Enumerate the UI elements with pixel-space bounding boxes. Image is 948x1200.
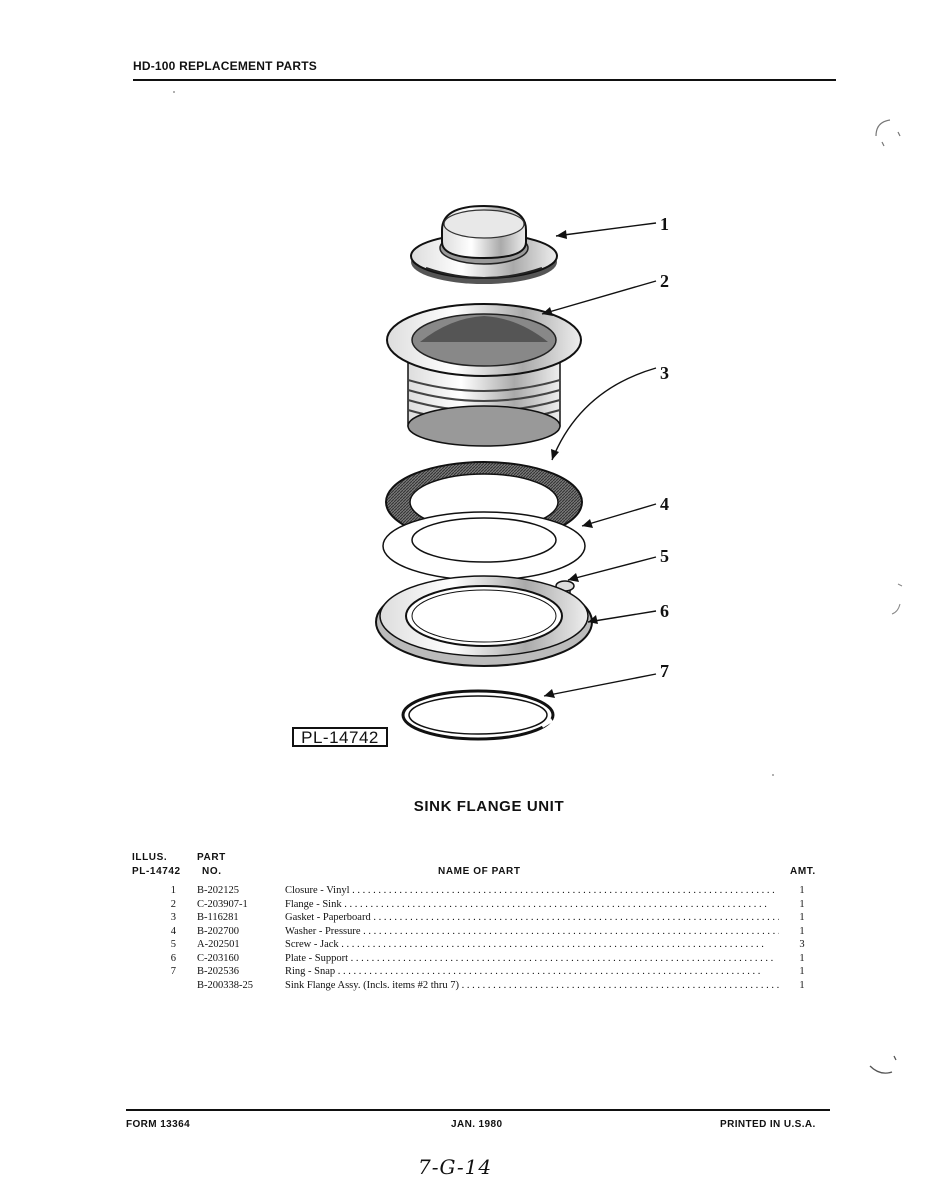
part-washer-pressure — [383, 512, 585, 580]
table-row — [132, 925, 822, 939]
table-row — [132, 979, 822, 993]
header-rule — [133, 79, 836, 81]
callout-3: 3 — [660, 363, 669, 383]
cell-part-no: B-202125 — [197, 885, 239, 896]
cell-part-name: Screw - Jack . . . — [285, 938, 779, 952]
cell-part-name: Gasket - Paperboard . . . — [285, 911, 779, 925]
cell-amount: 1 — [799, 912, 805, 923]
page-header-title: HD-100 REPLACEMENT PARTS — [133, 59, 317, 73]
callout-1: 1 — [660, 214, 669, 234]
cell-illus: 7 — [170, 966, 176, 977]
exploded-parts-diagram — [280, 190, 700, 770]
table-row — [132, 965, 822, 979]
cell-illus: 2 — [170, 898, 176, 910]
cell-part-name: Washer - Pressure . . . — [285, 925, 779, 939]
cell-part-no: B-200338-25 — [197, 979, 253, 991]
cell-amount: 1 — [799, 898, 805, 910]
cell-illus: 3 — [170, 912, 176, 923]
cell-illus: 1 — [170, 885, 176, 896]
callout-5: 5 — [660, 546, 669, 566]
cell-amount: 1 — [799, 885, 805, 896]
cell-part-name: Sink Flange Assy. (Incls. items #2 thru 7) . . . — [285, 979, 779, 993]
cell-part-name: Flange - Sink . . . — [285, 898, 779, 912]
cell-illus: 6 — [170, 952, 176, 964]
part-closure-vinyl — [411, 206, 557, 284]
cell-part-name: Ring - Snap . . . — [285, 965, 779, 979]
handwritten-page-code: 7-G-14 — [418, 1155, 493, 1179]
part-plate-support — [376, 576, 592, 666]
cell-part-name: Closure - Vinyl . . . — [285, 884, 779, 898]
callout-2: 2 — [660, 271, 669, 291]
part-flange-sink — [387, 304, 581, 446]
footer-date: JAN. 1980 — [451, 1119, 503, 1130]
col-header-amt: AMT. — [790, 866, 816, 877]
col-header-part-1: PART — [197, 852, 226, 863]
table-row — [132, 884, 822, 898]
cell-illus: 5 — [170, 939, 176, 950]
cell-part-no: B-116281 — [197, 912, 239, 923]
binder-hole-mark — [868, 112, 908, 152]
footer-form-number: FORM 13364 — [126, 1119, 191, 1130]
table-row — [132, 952, 822, 966]
table-row — [132, 911, 822, 925]
callout-4: 4 — [660, 494, 669, 514]
cell-part-no: C-203160 — [197, 952, 239, 964]
col-header-illus-1: ILLUS. — [132, 852, 168, 863]
col-header-illus-2: PL-14742 — [132, 866, 181, 877]
cell-part-no: B-202700 — [197, 925, 239, 937]
footer-rule — [126, 1109, 830, 1111]
part-ring-snap — [403, 691, 553, 739]
callout-7: 7 — [660, 661, 669, 681]
binder-hole-mark — [866, 1052, 902, 1080]
col-header-part-2: NO. — [202, 866, 222, 877]
binder-hole-mark — [884, 580, 914, 620]
cell-part-name: Plate - Support . . . — [285, 952, 779, 966]
cell-amount: 1 — [799, 952, 805, 964]
cell-part-no: A-202501 — [197, 939, 240, 950]
col-header-name: NAME OF PART — [438, 866, 521, 877]
parts-table — [132, 884, 822, 992]
cell-amount: 1 — [799, 966, 805, 977]
scan-speck — [772, 774, 774, 776]
cell-amount: 1 — [799, 979, 805, 991]
table-row — [132, 938, 822, 952]
plate-number-label: PL-14742 — [292, 727, 388, 747]
table-row — [132, 898, 822, 912]
footer-printed-in: PRINTED IN U.S.A. — [720, 1119, 816, 1130]
scan-speck — [173, 91, 175, 93]
callout-6: 6 — [660, 601, 669, 621]
cell-amount: 1 — [799, 925, 805, 937]
cell-illus: 4 — [170, 925, 176, 937]
diagram-caption: SINK FLANGE UNIT — [413, 798, 565, 815]
cell-amount: 3 — [799, 939, 805, 950]
cell-part-no: C-203907-1 — [197, 898, 248, 910]
cell-part-no: B-202536 — [197, 966, 239, 977]
